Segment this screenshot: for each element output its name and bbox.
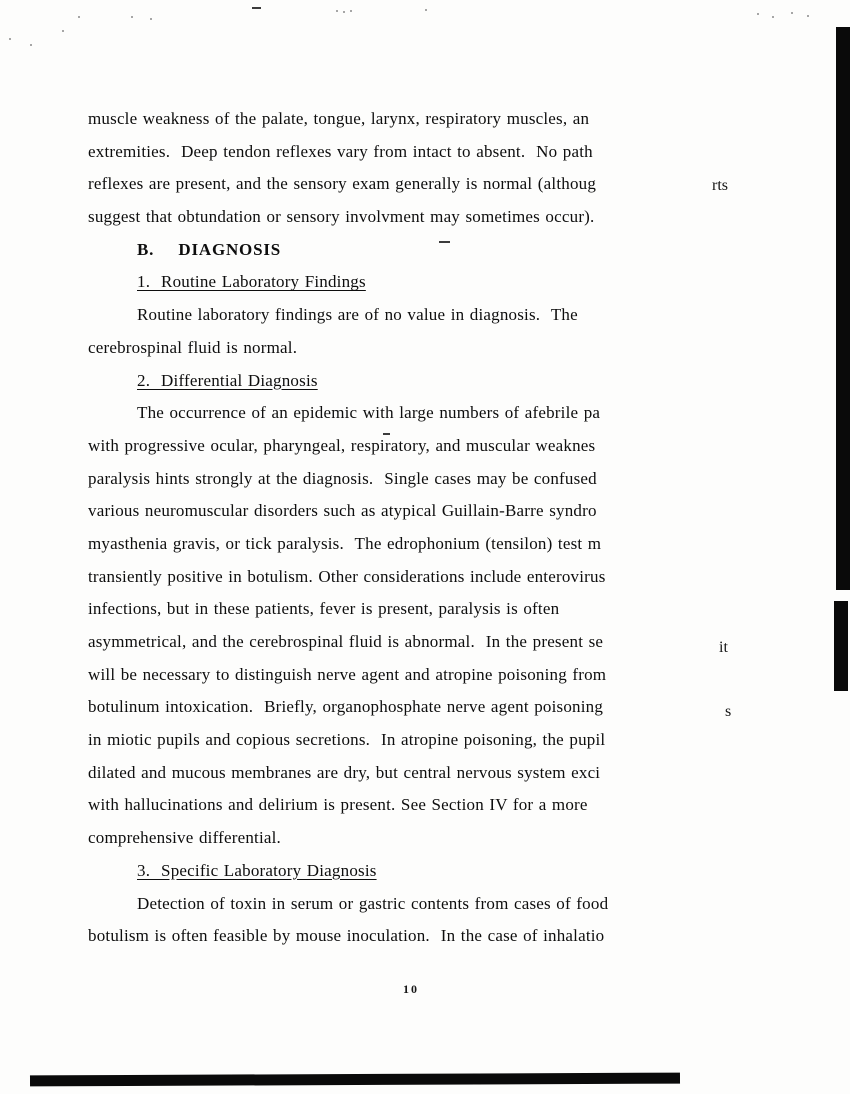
scan-speck (336, 10, 338, 12)
text-line: various neuromuscular disorders such as atypical Guillain-Barre syndro (88, 501, 597, 521)
text-line: reflexes are present, and the sensory exam generally is normal (althoug (88, 174, 597, 194)
text-line: paralysis hints strongly at the diagnosis. Single cases may be confused (88, 468, 597, 488)
text-block (88, 103, 768, 953)
scan-speck (772, 16, 774, 18)
scan-speck (343, 11, 345, 13)
margin-fragment: it (719, 639, 728, 656)
text-line: with hallucinations and delirium is present. See Section IV for a more (88, 795, 588, 815)
text-line: suggest that obtundation or sensory involvment may sometimes occur). (88, 207, 595, 227)
scan-artifact-bar-right-top (836, 27, 850, 590)
scan-speck (425, 9, 427, 11)
scan-speck (383, 433, 390, 435)
scan-speck (150, 18, 152, 20)
scan-speck (757, 13, 759, 15)
margin-fragment: s (725, 703, 732, 720)
text-line: botulism is often feasible by mouse inoculation. In the case of inhalatio (88, 926, 605, 946)
scan-speck (131, 16, 133, 18)
margin-fragment: rts (712, 177, 728, 194)
text-line: muscle weakness of the palate, tongue, larynx, respiratory muscles, an (88, 109, 590, 128)
text-line: botulinum intoxication. Briefly, organophosphate nerve agent poisoning (88, 697, 604, 717)
scan-speck (30, 44, 32, 46)
scan-speck (350, 10, 352, 12)
text-line: Detection of toxin in serum or gastric contents from cases of food (137, 893, 609, 913)
scan-artifact-bar-bottom (30, 1073, 680, 1087)
text-line: in miotic pupils and copious secretions. In atropine poisoning, the pupil (88, 730, 606, 750)
text-line: extremities. Deep tendon reflexes vary from intact to absent. No path (88, 141, 593, 161)
text-line: will be necessary to distinguish nerve agent and atropine poisoning from (88, 664, 607, 684)
text-line: dilated and mucous membranes are dry, but central nervous system exci (88, 762, 601, 782)
scan-speck (807, 15, 809, 17)
scan-speck (252, 7, 261, 9)
scan-speck (791, 12, 793, 14)
scan-speck (78, 16, 80, 18)
scan-artifact-bar-right-bottom (834, 601, 848, 691)
text-line: 3. Specific Laboratory Diagnosis (137, 860, 377, 880)
text-line: with progressive ocular, pharyngeal, respiratory, and muscular weaknes (88, 435, 596, 455)
text-line: myasthenia gravis, or tick paralysis. The edrophonium (tensilon) test m (88, 533, 602, 553)
scan-speck (9, 38, 11, 40)
page-number: 10 (403, 982, 419, 996)
text-line: B. DIAGNOSIS (137, 239, 282, 259)
text-line: asymmetrical, and the cerebrospinal fluid is abnormal. In the present se (88, 632, 604, 651)
text-line: 2. Differential Diagnosis (137, 370, 318, 390)
text-line: cerebrospinal fluid is normal. (88, 337, 298, 357)
text-line: comprehensive differential. (88, 828, 282, 848)
text-line: The occurrence of an epidemic with large numbers of afebrile pa (137, 403, 601, 423)
text-line: infections, but in these patients, fever is present, paralysis is often (88, 599, 560, 619)
text-line: 1. Routine Laboratory Findings (137, 272, 366, 292)
scan-speck (62, 30, 64, 32)
text-line: transiently positive in botulism. Other considerations include enterovirus (88, 566, 606, 586)
text-line: Routine laboratory findings are of no value in diagnosis. The (137, 305, 578, 325)
scan-speck (439, 241, 450, 243)
